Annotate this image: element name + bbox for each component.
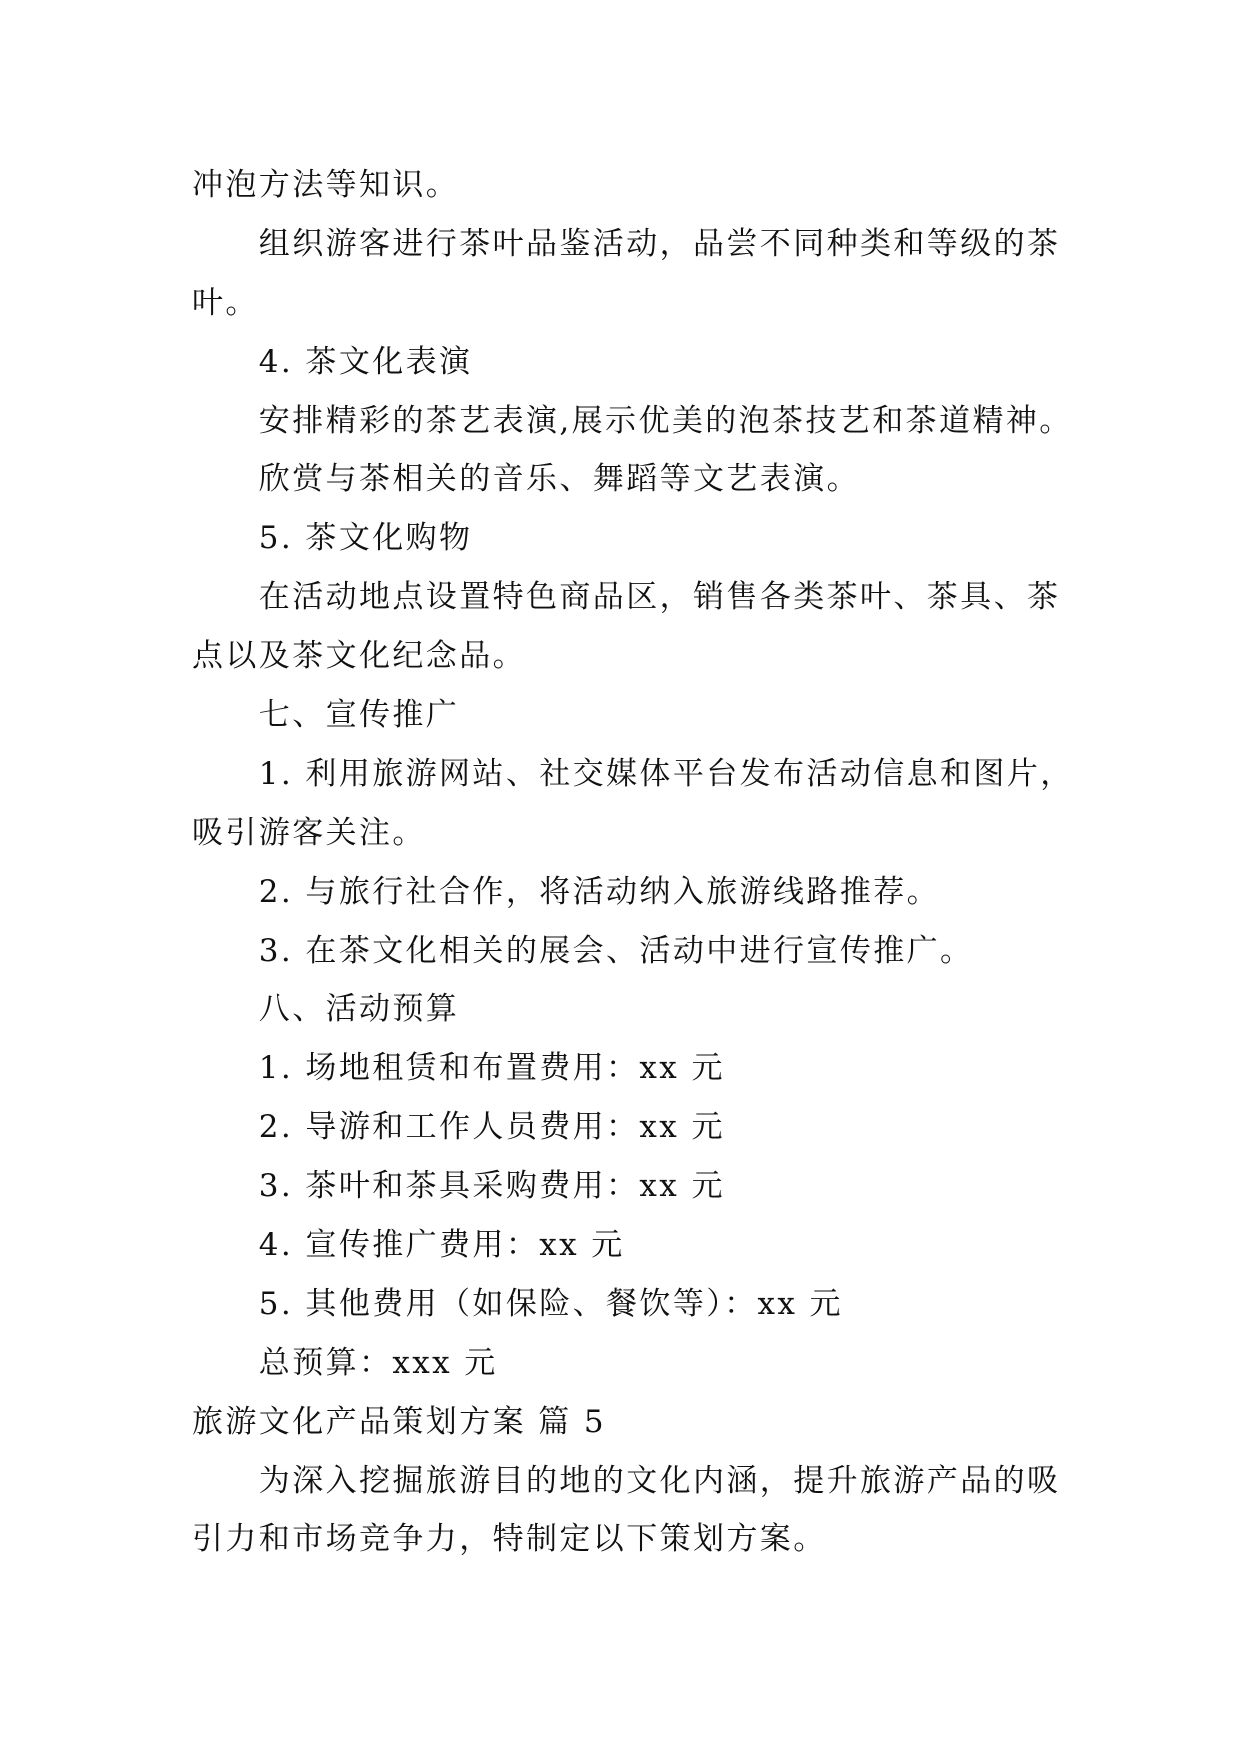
paragraph-performance-appreciation bbox=[192, 450, 1092, 509]
text-line: 5. 其他费用（如保险、餐饮等）：xx 元 bbox=[258, 1285, 843, 1322]
budget-total bbox=[192, 1334, 1092, 1393]
text-line: 吸引游客关注。 bbox=[192, 814, 426, 851]
text-line: 旅游文化产品策划方案 篇 5 bbox=[192, 1403, 607, 1440]
text-line: 1. 场地租赁和布置费用：xx 元 bbox=[258, 1050, 725, 1087]
section-heading-budget bbox=[192, 980, 1092, 1039]
list-item-budget-3 bbox=[192, 1157, 1092, 1216]
text-line: 点以及茶文化纪念品。 bbox=[192, 638, 526, 675]
text-line: 1. 利用旅游网站、社交媒体平台发布活动信息和图片， bbox=[258, 755, 1074, 792]
list-item-promotion-3 bbox=[192, 922, 1092, 981]
text-line: 4. 宣传推广费用：xx 元 bbox=[258, 1227, 625, 1264]
list-item-budget-4 bbox=[192, 1216, 1092, 1275]
paragraph-continuation bbox=[192, 156, 1092, 215]
document-body bbox=[192, 156, 1092, 1569]
list-item-promotion-2 bbox=[192, 863, 1092, 922]
text-line: 引力和市场竞争力，特制定以下策划方案。 bbox=[192, 1521, 827, 1558]
text-line: 八、活动预算 bbox=[258, 991, 460, 1028]
paragraph-introduction bbox=[192, 1452, 1092, 1570]
text-line: 5. 茶文化购物 bbox=[258, 520, 473, 557]
text-line: 3. 茶叶和茶具采购费用：xx 元 bbox=[258, 1168, 725, 1205]
item-heading-tea-performance bbox=[192, 333, 1092, 392]
text-line: 4. 茶文化表演 bbox=[258, 343, 473, 380]
item-heading-tea-shopping bbox=[192, 509, 1092, 568]
text-line: 叶。 bbox=[192, 284, 259, 321]
text-line: 2. 与旅行社合作，将活动纳入旅游线路推荐。 bbox=[258, 873, 941, 910]
paragraph-tea-tasting bbox=[192, 215, 1092, 333]
section-heading-promotion bbox=[192, 686, 1092, 745]
text-line: 2. 导游和工作人员费用：xx 元 bbox=[258, 1109, 725, 1146]
text-line: 欣赏与茶相关的音乐、舞蹈等文艺表演。 bbox=[258, 461, 860, 498]
paragraph-performance-arrangement bbox=[192, 392, 1092, 451]
text-line: 3. 在茶文化相关的展会、活动中进行宣传推广。 bbox=[258, 932, 974, 969]
text-line: 为深入挖掘旅游目的地的文化内涵，提升旅游产品的吸 bbox=[258, 1462, 1061, 1499]
paragraph-shopping-area bbox=[192, 568, 1092, 686]
text-line: 七、宣传推广 bbox=[258, 697, 460, 734]
text-line: 组织游客进行茶叶品鉴活动，品尝不同种类和等级的茶 bbox=[258, 225, 1061, 262]
list-item-promotion-1 bbox=[192, 745, 1092, 863]
text-line: 总预算：xxx 元 bbox=[258, 1344, 498, 1381]
list-item-budget-1 bbox=[192, 1039, 1092, 1098]
text-line: 安排精彩的茶艺表演,展示优美的泡茶技艺和茶道精神。 bbox=[258, 402, 1073, 439]
text-line: 冲泡方法等知识。 bbox=[192, 167, 460, 203]
text-line: 在活动地点设置特色商品区，销售各类茶叶、茶具、茶 bbox=[258, 579, 1061, 616]
article-title bbox=[192, 1393, 1092, 1452]
list-item-budget-5 bbox=[192, 1275, 1092, 1334]
list-item-budget-2 bbox=[192, 1098, 1092, 1157]
